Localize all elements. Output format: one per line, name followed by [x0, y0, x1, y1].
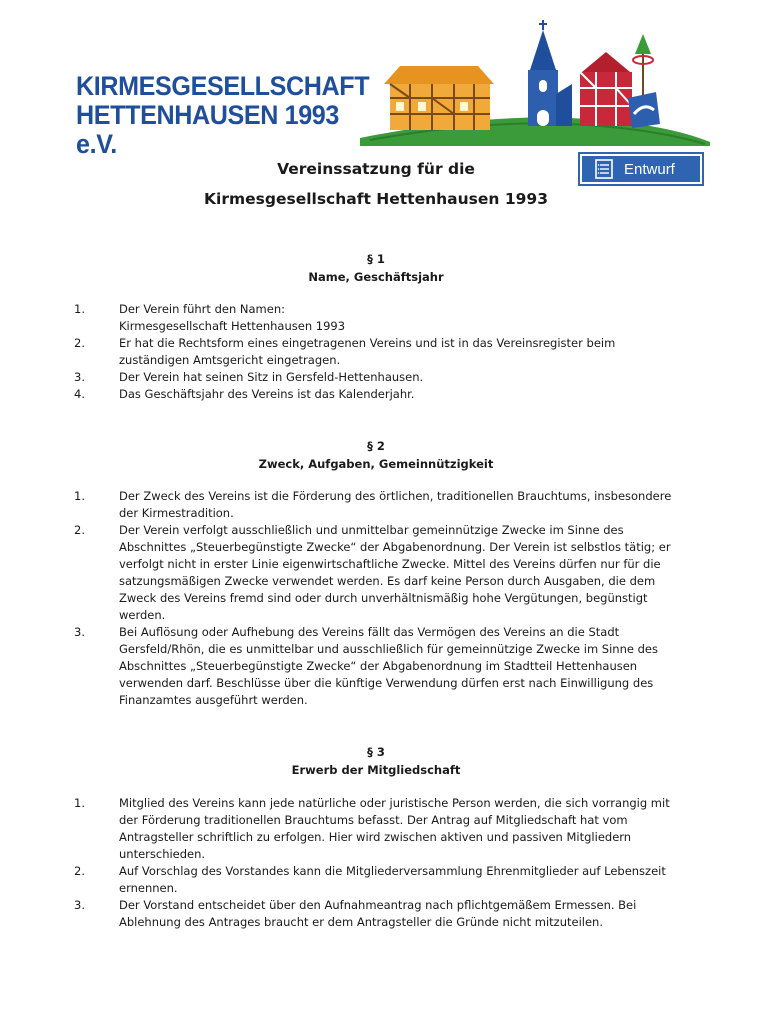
list-item: [74, 369, 684, 386]
document-title-line-2: Kirmesgesellschaft Hettenhausen 1993: [204, 190, 548, 208]
section-1-list: [74, 301, 684, 403]
item-text: Der Verein führt den Namen: Kirmesgesellschaft Hettenhausen 1993: [119, 302, 346, 333]
item-text: Auf Vorschlag des Vorstandes kann die Mitgliederversammlung Ehrenmitglieder auf Lebenszeit ernennen.: [119, 864, 666, 895]
document-list-icon: [594, 159, 614, 179]
section-number: § 2: [367, 439, 385, 453]
section-heading: Erwerb der Mitgliedschaft: [291, 763, 461, 777]
list-item: [74, 897, 684, 931]
item-text: Mitglied des Vereins kann jede natürliche oder juristische Person werden, die sich vorrangig mit der Förderung traditionellen Brauchtums befasst. Der Antrag auf Mitgliedschaft hat vom Antragsteller schriftlich zu erfolgen. Hier wird zwischen aktiven und passiven Mitgliedern unterschieden.: [119, 796, 670, 861]
section-2-list: [74, 488, 684, 709]
logo-text: [76, 71, 370, 159]
list-item: [74, 795, 684, 863]
village-illustration-logo: [360, 18, 710, 146]
list-item: [74, 386, 684, 403]
item-text: Der Verein verfolgt ausschließlich und unmittelbar gemeinnützige Zwecke im Sinne des Abschnittes „Steuerbegünstigte Zwecke“ der Abgabenordnung. Der Verein ist selbstlos tätig; er verfolgt nicht in erster Linie eigenwirtschaftliche Zwecke. Mittel des Vereins dürfen nur für die satzungsmäßigen Zwecke verwendet werden. Es darf keine Person durch Ausgaben, die dem Zweck des Vereins fremd sind oder durch unverhältnismäßig hohe Vergütungen, begünstigt werden.: [119, 523, 671, 622]
item-number: 1.: [74, 302, 85, 316]
section-number: § 3: [367, 745, 385, 759]
item-text: Der Vorstand entscheidet über den Aufnahmeantrag nach pflichtgemäßem Ermessen. Bei Ablehnung des Antrages braucht er dem Antragsteller die Gründe nicht mitzuteilen.: [119, 898, 637, 929]
draft-button[interactable]: [578, 152, 704, 186]
item-text: Das Geschäftsjahr des Vereins ist das Kalenderjahr.: [119, 387, 415, 401]
item-number: 3.: [74, 898, 85, 912]
section-1-header: [0, 250, 752, 286]
section-3-list: [74, 795, 684, 931]
section-heading: Name, Geschäftsjahr: [308, 270, 444, 284]
list-item: [74, 335, 684, 369]
logo-line-2: HETTENHAUSEN 1993 e.V.: [76, 100, 339, 159]
draft-label: Entwurf: [624, 160, 675, 178]
item-text: Der Zweck des Vereins ist die Förderung des örtlichen, traditionellen Brauchtums, insbesondere der Kirmestradition.: [119, 489, 672, 520]
section-heading: Zweck, Aufgaben, Gemeinnützigkeit: [258, 457, 494, 471]
list-item: [74, 624, 684, 709]
item-number: 1.: [74, 489, 85, 503]
kirmes-tree-icon: [628, 34, 660, 128]
item-text: Er hat die Rechtsform eines eingetragenen Vereins und ist in das Vereinsregister beim zuständigen Amtsgericht eingetragen.: [119, 336, 616, 367]
item-number: 2.: [74, 336, 85, 350]
document-title-line-1: Vereinssatzung für die: [277, 160, 475, 178]
church-icon: [528, 20, 572, 126]
red-house-icon: [580, 52, 632, 126]
item-number: 4.: [74, 387, 85, 401]
list-item: [74, 863, 684, 897]
item-number: 2.: [74, 864, 85, 878]
list-item: [74, 488, 684, 522]
item-text: Bei Auflösung oder Aufhebung des Vereins fällt das Vermögen des Vereins an die Stadt Gersfeld/Rhön, die es unmittelbar und ausschließlich für gemeinnützige Zwecke im Sinne des Abschnittes „Steuerbegünstigte Zwecke“ der Abgabenordnung im Stadtteil Hettenhausen verwenden darf. Beschlüsse über die künftige Verwendung dürfen erst nach Einwilligung des Finanzamtes ausgeführt werden.: [119, 625, 658, 707]
section-number: § 1: [367, 252, 385, 266]
item-number: 1.: [74, 796, 85, 810]
orange-house-icon: [384, 66, 494, 130]
item-number: 3.: [74, 370, 85, 384]
section-3-header: [0, 743, 752, 779]
section-2-header: [0, 437, 752, 473]
item-number: 2.: [74, 523, 85, 537]
item-text: Der Verein hat seinen Sitz in Gersfeld-Hettenhausen.: [119, 370, 424, 384]
list-item: [74, 522, 684, 624]
list-item: [74, 301, 684, 335]
item-number: 3.: [74, 625, 85, 639]
logo-line-1: KIRMESGESELLSCHAFT: [76, 71, 370, 101]
